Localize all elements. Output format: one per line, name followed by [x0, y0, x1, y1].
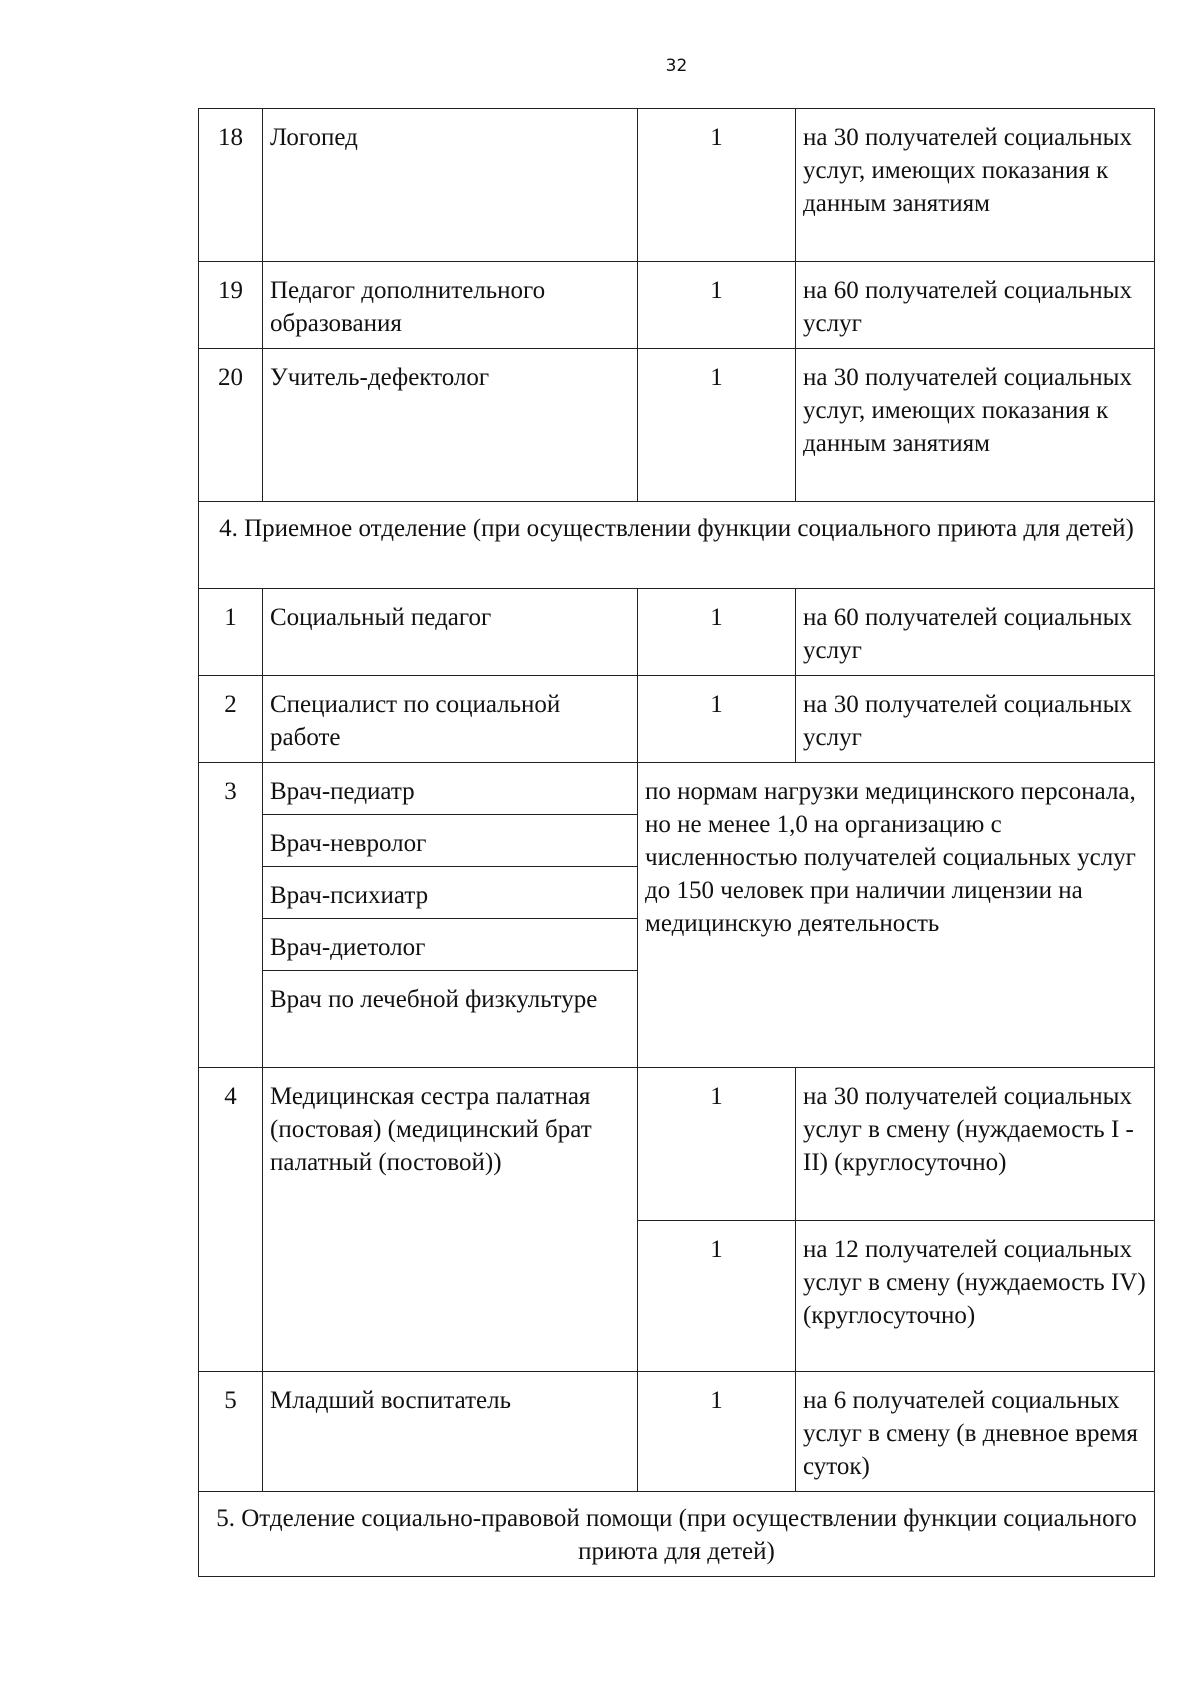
staffing-table — [198, 108, 1155, 1577]
position-name: Специалист по социальной работе — [263, 676, 638, 763]
row-number: 3 — [199, 763, 263, 1068]
position-name: Врач-педиатр — [270, 778, 415, 805]
doctor-positions — [263, 763, 638, 1068]
staff-count: 1 — [638, 589, 796, 676]
norm-text: на 60 получателей социальных услуг — [796, 589, 1155, 676]
row-number: 5 — [199, 1372, 263, 1492]
norm-text: на 60 получателей социальных услуг — [796, 262, 1155, 349]
table-row — [199, 109, 1155, 262]
row-number: 4 — [199, 1068, 263, 1372]
table-row — [199, 589, 1155, 676]
row-number: 18 — [199, 109, 263, 262]
page-number: 32 — [665, 56, 688, 76]
row-number: 2 — [199, 676, 263, 763]
position-name: Врач-психиатр — [263, 866, 637, 918]
section-header-row — [199, 502, 1155, 589]
staff-count: 1 — [638, 109, 796, 262]
table-row — [199, 1068, 1155, 1221]
staff-count: 1 — [638, 262, 796, 349]
table-row — [199, 763, 1155, 1068]
position-name: Медицинская сестра палатная (постовая) (медицинский брат палатный (постовой)) — [263, 1068, 638, 1372]
section-header-row — [199, 1492, 1155, 1577]
table-row — [199, 1372, 1155, 1492]
staff-count: 1 — [638, 1372, 796, 1492]
norm-text: на 12 получателей социальных услуг в смену (нуждаемость IV) (круглосуточно) — [796, 1221, 1155, 1372]
staff-count: 1 — [638, 1068, 796, 1221]
row-number: 1 — [199, 589, 263, 676]
staff-count: 1 — [638, 1221, 796, 1372]
staff-count: 1 — [638, 676, 796, 763]
norm-text: на 30 получателей социальных услуг, имеющих показания к данным занятиям — [796, 109, 1155, 262]
position-name: Врач-диетолог — [263, 918, 637, 970]
section-heading: 5. Отделение социально-правовой помощи (при осуществлении функции социального приюта для детей) — [199, 1492, 1155, 1577]
row-number: 19 — [199, 262, 263, 349]
table-row — [199, 676, 1155, 763]
norm-text: по нормам нагрузки медицинского персонала, но не менее 1,0 на организацию с численностью получателей социальных услуг до 150 человек при наличии лицензии на медицинскую деятельность — [638, 763, 1155, 1068]
section-heading: 4. Приемное отделение (при осуществлении функции социального приюта для детей) — [199, 502, 1155, 589]
table-row — [199, 262, 1155, 349]
table-row — [199, 349, 1155, 502]
norm-text: на 6 получателей социальных услуг в смену (в дневное время суток) — [796, 1372, 1155, 1492]
norm-text: на 30 получателей социальных услуг — [796, 676, 1155, 763]
position-name: Врач по лечебной физкультуре — [263, 970, 637, 1022]
row-number: 20 — [199, 349, 263, 502]
position-name: Врач-невролог — [263, 814, 637, 866]
position-name: Логопед — [263, 109, 638, 262]
position-name: Учитель-дефектолог — [263, 349, 638, 502]
position-name: Педагог дополнительного образования — [263, 262, 638, 349]
staff-count: 1 — [638, 349, 796, 502]
norm-text: на 30 получателей социальных услуг в смену (нуждаемость I - II) (круглосуточно) — [796, 1068, 1155, 1221]
norm-text: на 30 получателей социальных услуг, имеющих показания к данным занятиям — [796, 349, 1155, 502]
position-name: Младший воспитатель — [263, 1372, 638, 1492]
position-name: Социальный педагог — [263, 589, 638, 676]
